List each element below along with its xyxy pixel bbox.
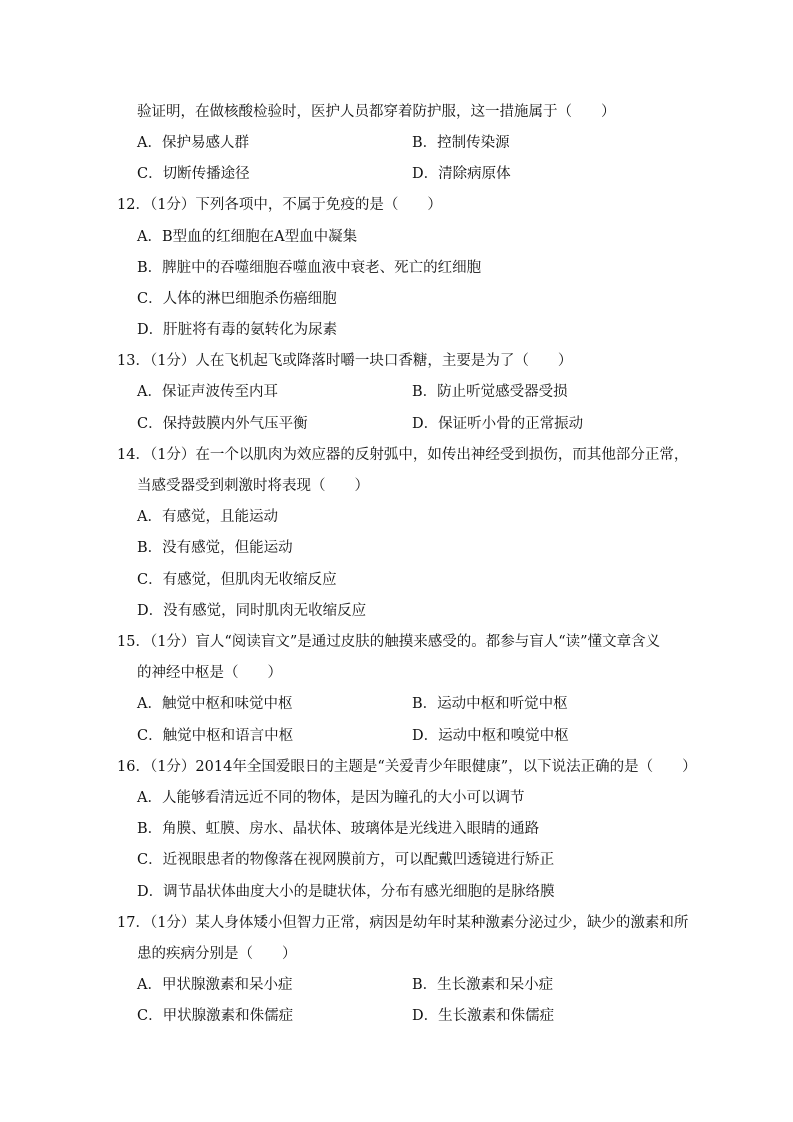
question-11-option-b: B．控制传染源 <box>412 135 510 151</box>
question-16-option-c: C．近视眼患者的物像落在视网膜前方，可以配戴凹透镜进行矫正 <box>137 852 555 868</box>
question-17-option-b: B．生长激素和呆小症 <box>412 977 554 993</box>
question-14-option-d: D．没有感觉，同时肌肉无收缩反应 <box>137 603 367 619</box>
question-14-option-c: C．有感觉，但肌肉无收缩反应 <box>137 572 337 588</box>
question-13-stem: 13．（1分）人在飞机起飞或降落时嚼一块口香糖，主要是为了（ ） <box>117 353 573 369</box>
question-15-stem: 15．（1分）盲人“阅读盲文”是通过皮肤的触摸来感受的。都参与盲人“读”懂文章含义 <box>117 634 661 650</box>
question-13-option-a: A．保证声波传至内耳 <box>137 384 278 400</box>
question-14-option-b: B．没有感觉，但能运动 <box>137 540 293 556</box>
question-15-stem-continuation: 的神经中枢是（ ） <box>137 665 282 681</box>
question-11-stem-continuation: 验证明，在做核酸检验时，医护人员都穿着防护服，这一措施属于（ ） <box>137 104 616 120</box>
question-12-option-b: B．脾脏中的吞噬细胞吞噬血液中衰老、死亡的红细胞 <box>137 260 482 276</box>
question-13-option-d: D．保证听小骨的正常振动 <box>412 416 584 432</box>
question-11-option-c: C．切断传播途径 <box>137 166 250 182</box>
question-14-option-a: A．有感觉，且能运动 <box>137 509 278 525</box>
question-17-option-c: C．甲状腺激素和侏儒症 <box>137 1008 294 1024</box>
question-12-option-c: C．人体的淋巴细胞杀伤癌细胞 <box>137 291 337 307</box>
question-12-option-d: D．肝脏将有毒的氨转化为尿素 <box>137 322 338 338</box>
question-12-stem: 12．（1分）下列各项中，不属于免疫的是（ ） <box>117 197 442 213</box>
question-16-option-a: A．人能够看清远近不同的物体，是因为瞳孔的大小可以调节 <box>137 790 525 806</box>
question-16-stem: 16．（1分）2014年全国爱眼日的主题是“关爱青少年眼健康”，以下说法正确的是（ ） <box>117 759 697 775</box>
question-17-option-a: A．甲状腺激素和呆小症 <box>137 977 293 993</box>
question-11-option-a: A．保护易感人群 <box>137 135 249 151</box>
question-16-option-d: D．调节晶状体曲度大小的是睫状体，分布有感光细胞的是脉络膜 <box>137 884 555 900</box>
question-15-option-a: A．触觉中枢和味觉中枢 <box>137 696 293 712</box>
question-14-stem-continuation: 当感受器受到刺激时将表现（ ） <box>137 478 369 494</box>
question-15-option-d: D．运动中枢和嗅觉中枢 <box>412 728 569 744</box>
question-15-option-b: B．运动中枢和听觉中枢 <box>412 696 568 712</box>
question-17-stem-continuation: 患的疾病分别是（ ） <box>137 946 297 962</box>
question-13-option-c: C．保持鼓膜内外气压平衡 <box>137 416 308 432</box>
question-16-option-b: B．角膜、虹膜、房水、晶状体、玻璃体是光线进入眼睛的通路 <box>137 821 540 837</box>
question-13-option-b: B．防止听觉感受器受损 <box>412 384 568 400</box>
question-17-option-d: D．生长激素和侏儒症 <box>412 1008 555 1024</box>
question-15-option-c: C．触觉中枢和语言中枢 <box>137 728 294 744</box>
question-14-stem: 14．（1分）在一个以肌肉为效应器的反射弧中，如传出神经受到损伤，而其他部分正常， <box>117 447 689 463</box>
question-17-stem: 17．（1分）某人身体矮小但智力正常，病因是幼年时某种激素分泌过少，缺少的激素和所 <box>117 915 689 931</box>
question-12-option-a: A．B型血的红细胞在A型血中凝集 <box>137 229 358 245</box>
question-11-option-d: D．清除病原体 <box>412 166 511 182</box>
